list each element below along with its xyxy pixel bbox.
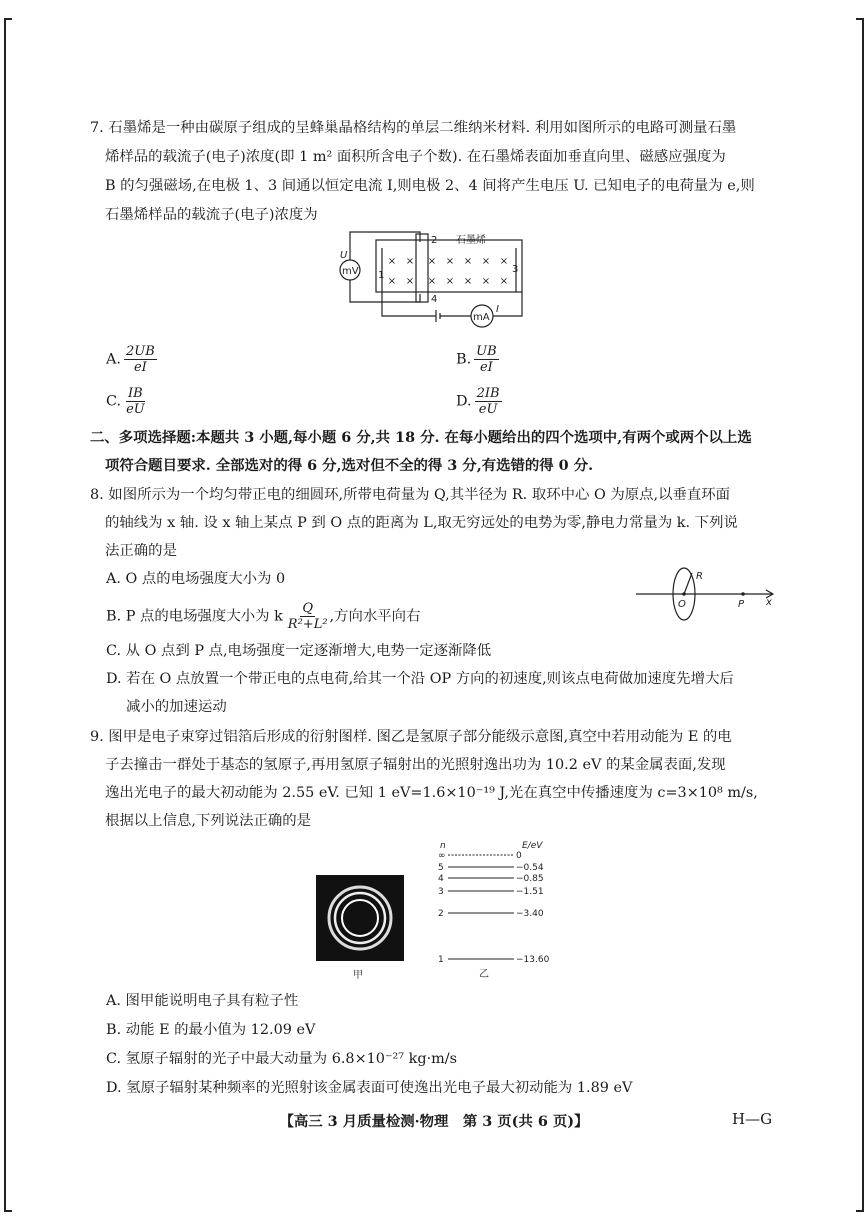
svg-text:×: × (499, 256, 509, 267)
q9-level-row (438, 955, 550, 965)
q8-ring-figure (636, 565, 778, 623)
q8-line-1: 8. 如图所示为一个均匀带正电的细圆环,所带电荷量为 Q,其半径为 R. 取环中心 O 为原点,以垂直环面 (90, 487, 731, 503)
q8-option-c: C. 从 O 点到 P 点,电场强度一定逐渐增大,电势一定逐渐降低 (106, 643, 492, 659)
svg-text:−1.51: −1.51 (516, 887, 544, 897)
q7-line-4: 石墨烯样品的载流子(电子)浓度为 (105, 207, 318, 223)
q8-o-label: O (678, 599, 686, 610)
svg-text:×: × (463, 256, 473, 267)
q9-level-row (438, 851, 522, 861)
svg-text:×: × (405, 276, 415, 287)
svg-text:4: 4 (438, 874, 444, 884)
q7-option-c: C. $\frac{IB}{eU}$ (106, 386, 145, 417)
q9-line-4: 根据以上信息,下列说法正确的是 (105, 813, 312, 829)
q9-option-b: B. 动能 E 的最小值为 12.09 eV (106, 1022, 316, 1038)
q8-r-label: R (696, 571, 703, 582)
q7-electrode-4: 4 (431, 294, 438, 305)
q7-line-2: 烯样品的载流子(电子)浓度(即 1 m² 面积所含电子个数). 在石墨烯表面加垂直向里、磁感应强度为 (105, 149, 726, 165)
q9-energy-level-diagram (432, 838, 572, 980)
svg-text:2: 2 (438, 909, 444, 919)
section2-heading-line-2: 项符合题目要求. 全部选对的得 6 分,选对但不全的得 3 分,有选错的得 0 分. (105, 457, 594, 474)
q8-option-d-line-1: D. 若在 O 点放置一个带正电的点电荷,给其一个沿 OP 方向的初速度,则该点电荷做加速度先增大后 (106, 671, 734, 687)
svg-text:×: × (387, 256, 397, 267)
q7-electrode-1: 1 (378, 270, 385, 281)
q9-level-row (438, 909, 544, 919)
page-bracket-left (4, 18, 12, 1212)
svg-text:−0.85: −0.85 (516, 874, 544, 884)
svg-text:1: 1 (438, 955, 444, 965)
svg-text:3: 3 (438, 887, 444, 897)
svg-text:×: × (405, 256, 415, 267)
q7-ma-label: mA (473, 312, 490, 323)
svg-text:0: 0 (516, 851, 522, 861)
q7-mv-label: mV (342, 266, 359, 277)
q9-line-2: 子去撞击一群处于基态的氢原子,再用氢原子辐射出的光照射逸出功为 10.2 eV 的某金属表面,发现 (105, 757, 726, 773)
q8-p-label: P (738, 599, 745, 610)
q9-label-yi: 乙 (479, 969, 489, 980)
q7-line-1: 7. 石墨烯是一种由碳原子组成的呈蜂巢晶格结构的单层二维纳米材料. 利用如图所示的电路可测量石墨 (90, 120, 737, 136)
q9-label-jia: 甲 (353, 970, 363, 981)
q8-option-a: A. O 点的电场强度大小为 0 (106, 571, 286, 587)
q9-line-3: 逸出光电子的最大初动能为 2.55 eV. 已知 1 eV=1.6×10⁻¹⁹ J,光在真空中传播速度为 c=3×10⁸ m/s, (105, 785, 758, 801)
svg-text:−3.40: −3.40 (516, 909, 544, 919)
svg-text:×: × (387, 276, 397, 287)
q9-level-row (438, 887, 544, 897)
svg-text:×: × (427, 256, 437, 267)
svg-text:×: × (445, 256, 455, 267)
svg-text:×: × (481, 256, 491, 267)
q7-option-a: A. $\frac{2UB}{eI}$ (106, 344, 155, 375)
q8-option-b: B. P 点的电场强度大小为 k $\frac{Q}{\text{R²+L²}}$ ,方向水平向右 (106, 601, 421, 632)
q9-line-1: 9. 图甲是电子束穿过铝箔后形成的衍射图样. 图乙是氢原子部分能级示意图,真空中若用动能为 E 的电 (90, 729, 732, 745)
q8-line-2: 的轴线为 x 轴. 设 x 轴上某点 P 到 O 点的距离为 L,取无穷远处的电势为零,静电力常量为 k. 下列说 (105, 515, 738, 531)
svg-text:×: × (499, 276, 509, 287)
q9-option-d: D. 氢原子辐射某种频率的光照射该金属表面可使逸出光电子最大初动能为 1.89 eV (106, 1080, 633, 1096)
svg-text:×: × (481, 276, 491, 287)
svg-text:∞: ∞ (438, 851, 446, 861)
q9-option-c: C. 氢原子辐射的光子中最大动量为 6.8×10⁻²⁷ kg·m/s (106, 1051, 458, 1067)
svg-text:×: × (463, 276, 473, 287)
q7-i-label: I (496, 304, 499, 315)
q9-level-header-e: E/eV (522, 841, 543, 851)
paper-code: H—G (732, 1110, 773, 1128)
q9-diffraction-figure (316, 875, 404, 985)
q7-electrode-3: 3 (512, 264, 519, 275)
q9-level-row (438, 863, 544, 873)
section2-heading-line-1: 二、多项选择题:本题共 3 小题,每小题 6 分,共 18 分. 在每小题给出的四个选项中,有两个或两个以上选 (90, 429, 752, 446)
q9-level-header-n: n (440, 841, 446, 851)
page-footer: 【高三 3 月质量检测·物理 第 3 页(共 6 页)】 (279, 1113, 589, 1130)
q7-electrode-2: 2 (431, 235, 438, 246)
svg-text:×: × (427, 276, 437, 287)
q7-option-d: D. $\frac{2IB}{eU}$ (456, 386, 500, 417)
q9-option-a: A. 图甲能说明电子具有粒子性 (106, 993, 299, 1009)
q8-line-3: 法正确的是 (105, 543, 177, 559)
page-bracket-right (856, 18, 864, 1212)
q7-u-label: U (340, 250, 348, 261)
q8-option-d-line-2: 减小的加速运动 (126, 699, 227, 715)
svg-text:×: × (445, 276, 455, 287)
q8-x-label: x (766, 597, 772, 608)
q7-graphene-label: 石墨烯 (456, 235, 486, 246)
svg-text:−13.60: −13.60 (516, 955, 550, 965)
svg-text:5: 5 (438, 863, 444, 873)
q7-circuit-figure (336, 228, 536, 332)
q7-option-b: B. $\frac{UB}{eI}$ (456, 344, 497, 375)
svg-text:−0.54: −0.54 (516, 863, 544, 873)
q7-line-3: B 的匀强磁场,在电极 1、3 间通以恒定电流 I,则电极 2、4 间将产生电压 U. 已知电子的电荷量为 e,则 (105, 178, 755, 194)
q9-level-row (438, 874, 544, 884)
